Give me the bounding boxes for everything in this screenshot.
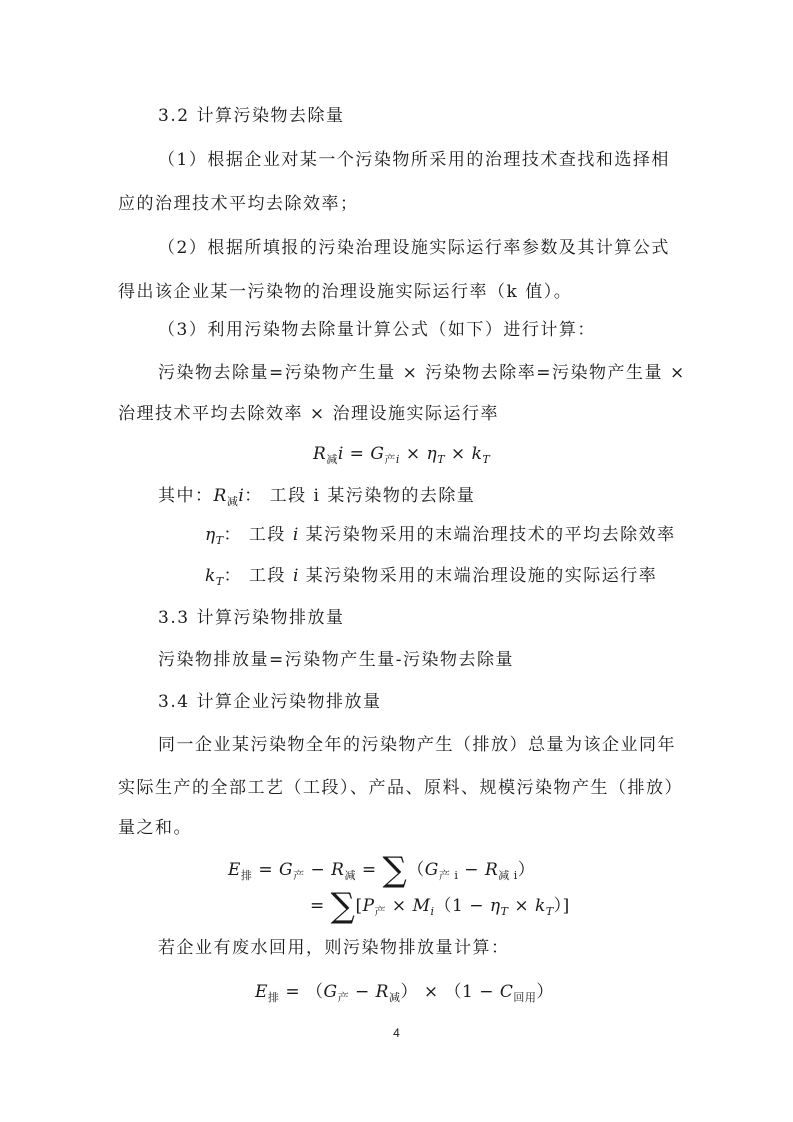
where-line-1: 其中：$R_减i$： 工段 i 某污染物的去除量	[158, 486, 476, 508]
paragraph-6-line-2: 实际生产的全部工艺（工段）、产品、原料、规模污染物产生（排放）	[118, 778, 683, 798]
section-heading-3-3: 3.3 计算污染物排放量	[158, 608, 345, 628]
formula-emission-1: $E_排 = G_产 - R_减 = \sum(G_产$ $_i - R_减$ $_i$）	[228, 850, 536, 890]
paragraph-1-line-2: 应的治理技术平均去除效率；	[118, 194, 359, 214]
paragraph-4-line-1: 污染物去除量=污染物产生量 × 污染物去除率=污染物产生量 ×	[158, 363, 686, 383]
paragraph-7: 若企业有废水回用，则污染物排放量计算：	[158, 938, 510, 958]
section-heading-3-4: 3.4 计算企业污染物排放量	[158, 692, 382, 712]
where-line-2: $\eta_T$： 工段 i 某污染物采用的末端治理技术的平均去除效率	[205, 525, 676, 547]
where-line-3: $k_T$： 工段 i 某污染物采用的末端治理设施的实际运行率	[205, 566, 658, 588]
section-heading-3-2: 3.2 计算污染物去除量	[158, 106, 345, 126]
paragraph-4-line-2: 治理技术平均去除效率 × 治理设施实际运行率	[118, 404, 500, 424]
paragraph-2-line-1: （2）根据所填报的污染治理设施实际运行率参数及其计算公式	[158, 238, 670, 258]
page-number: 4	[393, 1026, 400, 1040]
formula-removal: $R_减i = G_{产i} \times \eta_T \times k_T$	[313, 444, 491, 466]
formula-emission-2: = $\sum[P_产 \times M_i(1 - \eta_T \times k_T)]$	[310, 886, 570, 926]
paragraph-3: （3）利用污染物去除量计算公式（如下）进行计算：	[158, 320, 596, 340]
paragraph-6-line-1: 同一企业某污染物全年的污染物产生（排放）总量为该企业同年	[158, 735, 676, 755]
paragraph-5: 污染物排放量=污染物产生量-污染物去除量	[158, 650, 514, 670]
paragraph-2-line-2: 得出该企业某一污染物的治理设施实际运行率（k 值）。	[118, 282, 573, 302]
paragraph-6-line-3: 量之和。	[118, 818, 192, 838]
formula-emission-reuse: $E_排 = (G_产 - R_减) \times (1 - C_{回用})$	[255, 982, 554, 1004]
paragraph-1-line-1: （1）根据企业对某一个污染物所采用的治理技术查找和选择相	[158, 150, 670, 170]
